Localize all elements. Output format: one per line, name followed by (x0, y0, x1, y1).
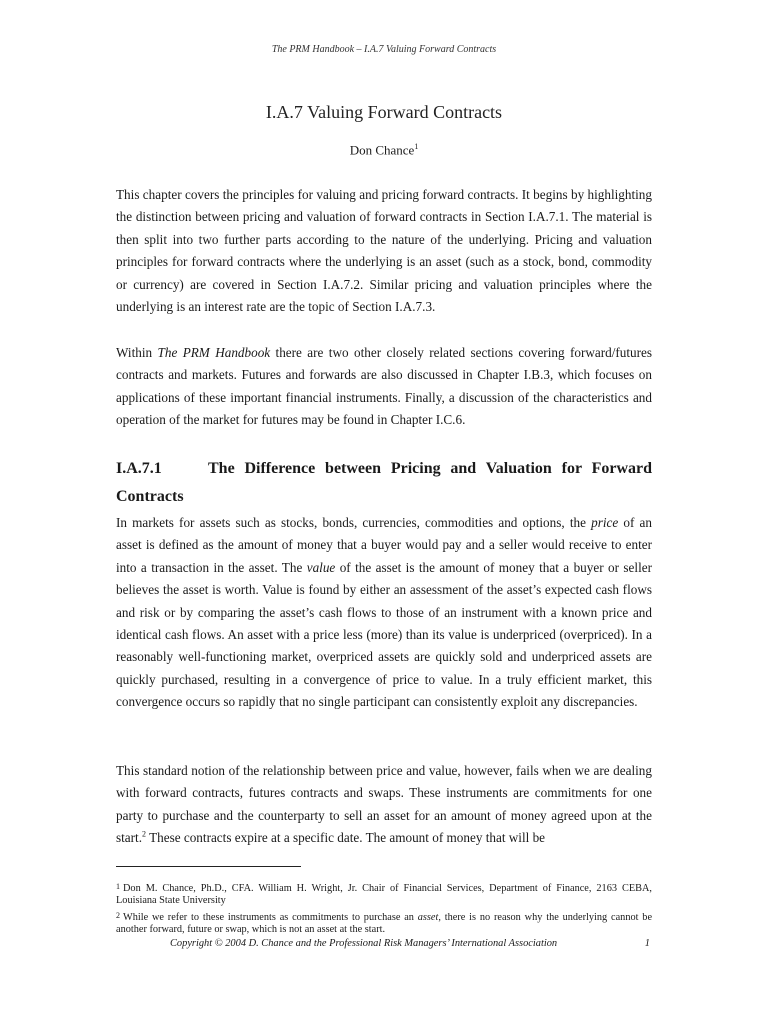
footnote-ref-2[interactable]: 2 (142, 829, 147, 839)
p4-text-a: This standard notion of the relationship between price and value, however, fails when we are dealing with forward contracts, futures contracts and swaps. These instruments are commitments for one party to purchase and the counterparty to sell an asset for an amount of money agreed upon at the start. (116, 763, 652, 846)
copyright-notice: Copyright © 2004 D. Chance and the Professional Risk Managers’ International Association (170, 938, 558, 949)
footnote-2-text-a: While we refer to these instruments as commitments to purchase an (123, 911, 418, 923)
footnotes (116, 881, 652, 939)
author-name: Don Chance (349, 142, 415, 158)
footnote-divider (116, 866, 301, 867)
author-footnote-ref[interactable]: 1 (414, 142, 419, 151)
value-italic: value (306, 559, 336, 575)
p3-text-c: of the asset is the amount of money that a buyer or seller believes the asset is worth. Value is found by either an assessment of the asset’s expected cash flows and risk or by comparing the asset’s cash flows to those of an instrument with a known price and identical cash flows. An asset with a price less (more) than its value is underpriced (overpriced). In a reasonably well-functioning market, overpriced assets are quickly sold and underpriced assets are quickly purchased, resulting in a convergence of price to value. In a truly efficient market, this convergence occurs so rapidly that no single participant can consistently exploit any discrepancies. (116, 559, 652, 710)
footnote-1-text: Don M. Chance, Ph.D., CFA. William H. Wright, Jr. Chair of Financial Services, Department of Finance, 2163 CEBA, Louisiana State University (116, 883, 652, 907)
p4-text-b: These contracts expire at a specific date. The amount of money that will be (146, 830, 546, 846)
running-header: The PRM Handbook – I.A.7 Valuing Forward Contracts (271, 44, 497, 55)
footnote-2-italic: asset (417, 911, 439, 923)
intro-paragraph: This chapter covers the principles for valuing and pricing forward contracts. It begins by highlighting the distinction between pricing and valuation of forward contracts in Section I.A.7.1. The material is then split into two further parts according to the nature of the underlying. Pricing and valuation principles for forward contracts where the underlying is an asset (such as a stock, bond, commodity or currency) are covered in Section I.A.7.2. Similar pricing and valuation principles where the underlying is an interest rate are the topic of Section I.A.7.3. (116, 187, 652, 315)
page-number: 1 (644, 938, 650, 949)
p3-text-a: In markets for assets such as stocks, bonds, currencies, commodities and options, the (116, 515, 592, 530)
footnote-2 (116, 910, 652, 937)
footnote-2-text-b: , there is no reason why the underlying cannot be another forward, future or swap, which is not an asset at the start. (116, 911, 653, 936)
p2-text-end: there are two other closely related sections covering forward/futures contracts and markets. Futures and forwards are also discussed in Chapter I.B.3, which focuses on applications of these important financial instruments. Finally, a discussion of the characteristics and operation of the market for futures may be found in Chapter I.C.6. (116, 345, 652, 428)
related-sections-paragraph (116, 342, 652, 432)
footnote-1-mark: 1 (116, 882, 120, 891)
forward-contracts-paragraph (116, 760, 652, 850)
p3-text-b: of an asset is defined as the amount of money that a buyer would pay and a seller would receive to enter into a transaction in the asset. The (116, 515, 652, 575)
section-number: I.A.7.1 (116, 460, 162, 477)
section-title: The Difference between Pricing and Valuation for Forward Contracts (116, 460, 652, 505)
handbook-title-italic: The PRM Handbook (157, 345, 271, 360)
footnote-1 (116, 881, 652, 908)
price-italic: price (591, 515, 619, 530)
author-line (0, 142, 768, 158)
chapter-title: I.A.7 Valuing Forward Contracts (265, 102, 503, 122)
p2-text-start: Within (116, 345, 158, 360)
price-value-paragraph (116, 512, 652, 714)
section-heading (116, 455, 652, 511)
footnote-2-mark: 2 (116, 910, 120, 920)
